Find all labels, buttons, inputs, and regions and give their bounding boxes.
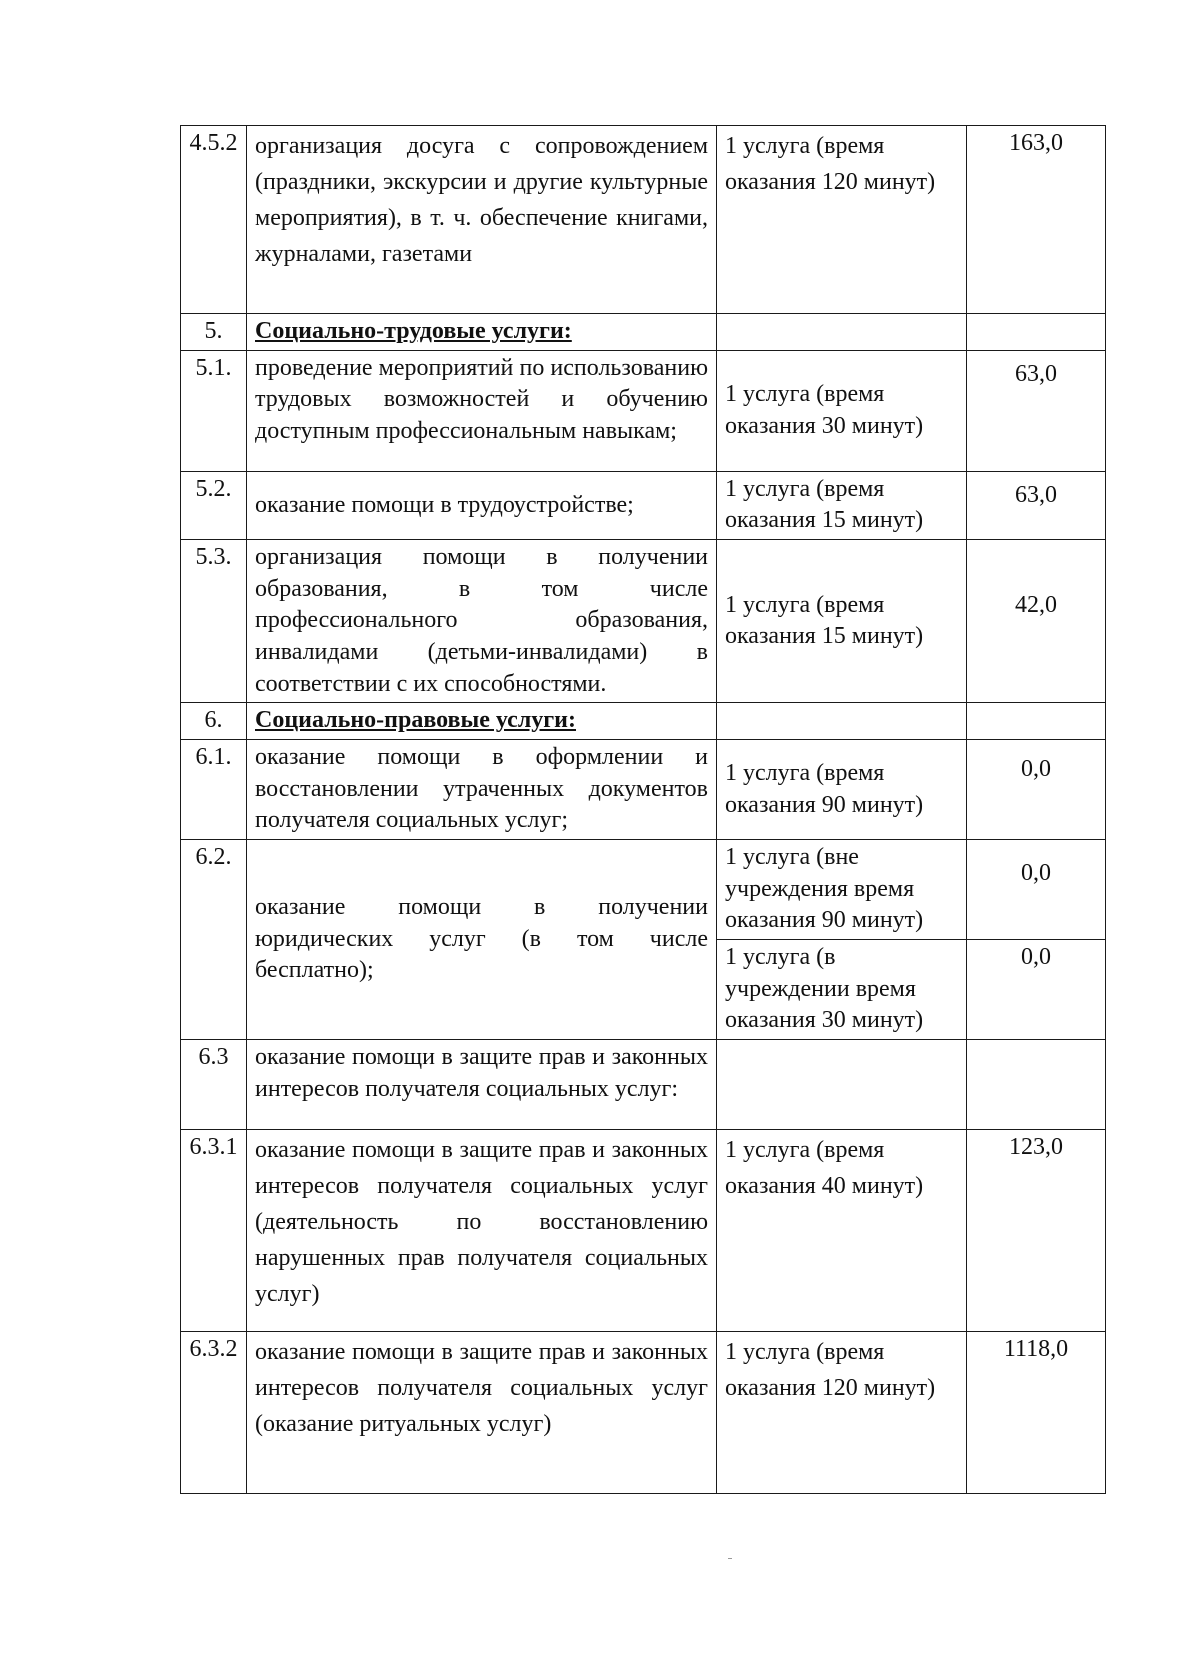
table-row [181, 740, 1106, 840]
row-number: 6.2. [181, 840, 247, 1040]
section-heading: Социально-правовые услуги: [247, 703, 717, 740]
row-price: 123,0 [967, 1130, 1106, 1332]
section-heading: Социально-трудовые услуги: [247, 314, 717, 351]
services-table [180, 125, 1106, 1494]
row-price: 63,0 [967, 350, 1106, 471]
row-number: 6. [181, 703, 247, 740]
table-row [181, 1332, 1106, 1494]
section-heading-row [181, 314, 1106, 351]
table-row [181, 471, 1106, 539]
row-description: оказание помощи в защите прав и законных интересов получателя социальных услуг (деятельность по восстановлению нарушенных прав получателя социальных услуг) [247, 1130, 717, 1332]
row-number: 6.3.1 [181, 1130, 247, 1332]
row-unit: 1 услуга (время оказания 15 минут) [717, 540, 967, 703]
row-unit-inside: 1 услуга (в учреждении время оказания 30 минут) [717, 940, 967, 1040]
row-unit-outside: 1 услуга (вне учреждения время оказания 90 минут) [717, 840, 967, 940]
scan-speck [728, 1558, 732, 1559]
row-number: 5.1. [181, 350, 247, 471]
row-number: 6.3 [181, 1040, 247, 1130]
row-price-outside: 0,0 [967, 840, 1106, 940]
row-description: оказание помощи в защите прав и законных интересов получателя социальных услуг (оказание ритуальных услуг) [247, 1332, 717, 1494]
row-number: 6.3.2 [181, 1332, 247, 1494]
row-number: 4.5.2 [181, 126, 247, 314]
row-price: 42,0 [967, 540, 1106, 703]
row-description: организация досуга с сопровождением (праздники, экскурсии и другие культурные мероприятия), в т. ч. обеспечение книгами, журналами, газетами [247, 126, 717, 314]
table-row [181, 540, 1106, 703]
row-price-empty [967, 1040, 1106, 1130]
row-unit-empty [717, 1040, 967, 1130]
row-price-empty [967, 314, 1106, 351]
table-row [181, 1040, 1106, 1130]
row-unit: 1 услуга (время оказания 90 минут) [717, 740, 967, 840]
row-description: проведение мероприятий по использованию трудовых возможностей и обучению доступным профессиональным навыкам; [247, 350, 717, 471]
row-price: 163,0 [967, 126, 1106, 314]
row-number: 6.1. [181, 740, 247, 840]
row-description: оказание помощи в оформлении и восстановлении утраченных документов получателя социальных услуг; [247, 740, 717, 840]
row-description: оказание помощи в получении юридических услуг (в том числе бесплатно); [247, 840, 717, 1040]
row-price-inside: 0,0 [967, 940, 1106, 1040]
row-unit: 1 услуга (время оказания 120 минут) [717, 1332, 967, 1494]
row-unit: 1 услуга (время оказания 30 минут) [717, 350, 967, 471]
table-row [181, 350, 1106, 471]
row-unit: 1 услуга (время оказания 15 минут) [717, 471, 967, 539]
row-number: 5.2. [181, 471, 247, 539]
row-price-empty [967, 703, 1106, 740]
table-row [181, 126, 1106, 314]
row-number: 5. [181, 314, 247, 351]
row-unit-empty [717, 703, 967, 740]
row-unit-empty [717, 314, 967, 351]
section-heading-row [181, 703, 1106, 740]
row-description: оказание помощи в трудоустройстве; [247, 471, 717, 539]
row-unit: 1 услуга (время оказания 120 минут) [717, 126, 967, 314]
row-number: 5.3. [181, 540, 247, 703]
table-row [181, 840, 1106, 940]
row-unit: 1 услуга (время оказания 40 минут) [717, 1130, 967, 1332]
row-price: 63,0 [967, 471, 1106, 539]
row-description: организация помощи в получении образования, в том числе профессионального образования, инвалидами (детьми-инвалидами) в соответствии с их способностями. [247, 540, 717, 703]
row-price: 1118,0 [967, 1332, 1106, 1494]
row-price: 0,0 [967, 740, 1106, 840]
table-row [181, 1130, 1106, 1332]
row-description: оказание помощи в защите прав и законных интересов получателя социальных услуг: [247, 1040, 717, 1130]
